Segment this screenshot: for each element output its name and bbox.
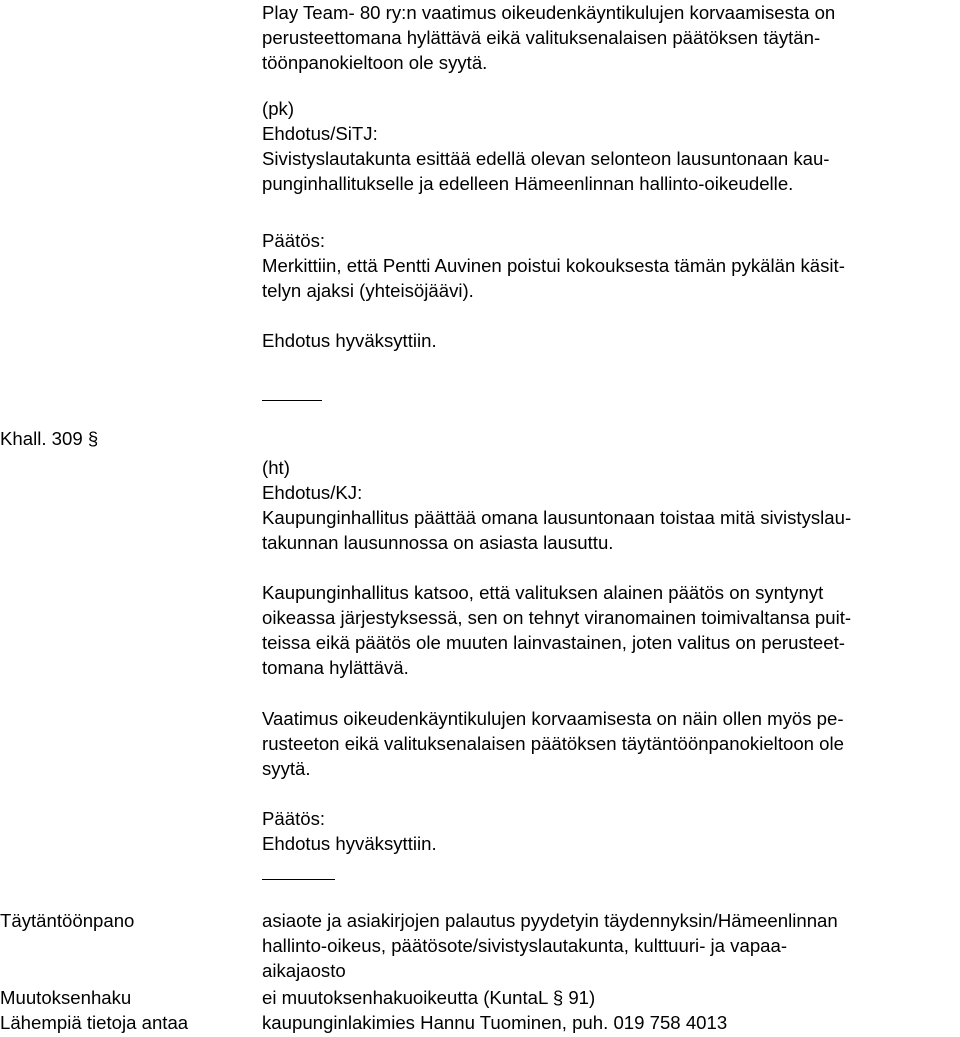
text-line: asiaote ja asiakirjojen palautus pyydetyin täydennyksin/Hämeenlinnan [262, 910, 838, 931]
approved-text: Ehdotus hyväksyttiin. [262, 330, 437, 351]
paragraph [262, 706, 844, 781]
decision-label: Päätös: [262, 230, 326, 251]
appeal-suffix: 91) [568, 987, 596, 1008]
proposal-label: Ehdotus/KJ: [262, 482, 363, 503]
initials: (pk) [262, 98, 295, 119]
enforcement-label: Täytäntöönpano [0, 910, 135, 931]
kj-proposal [262, 455, 851, 555]
enforcement-value [262, 908, 838, 983]
text-line: Merkittiin, että Pentti Auvinen poistui kokouksesta tämän pykälän käsit- [262, 255, 845, 276]
approved-text: Ehdotus hyväksyttiin. [262, 833, 437, 854]
section-symbol: § [552, 987, 564, 1008]
text-line: Kaupunginhallitus katsoo, että valituksen alainen päätös on syntynyt [262, 582, 824, 603]
info-value: kaupunginlakimies Hannu Tuominen, puh. 019 758 4013 [262, 1012, 728, 1033]
divider [262, 879, 335, 880]
text-line: perusteettomana hylättävä eikä valituksenalaisen päätöksen täytän- [262, 27, 821, 48]
appeal-value [262, 985, 595, 1010]
section-heading [0, 426, 98, 451]
text-line: Sivistyslautakunta esittää edellä olevan selonteon lausuntonaan kau- [262, 148, 830, 169]
text-line: teissa eikä päätös ole muuten lainvastainen, joten valitus on perusteet- [262, 632, 845, 653]
text-line: Vaatimus oikeudenkäyntikulujen korvaamisesta on näin ollen myös pe- [262, 708, 844, 729]
sitj-proposal [262, 96, 830, 196]
text-line: telyn ajaksi (yhteisöjäävi). [262, 280, 474, 301]
paragraph [262, 580, 851, 680]
info-label: Lähempiä tietoja antaa [0, 1012, 189, 1033]
proposal-label: Ehdotus/SiTJ: [262, 123, 378, 144]
decision-block [262, 228, 845, 303]
text-line: rusteeton eikä valituksenalaisen päätöksen täytäntöönpanokieltoon ole [262, 733, 844, 754]
text-line: syytä. [262, 758, 311, 779]
initials: (ht) [262, 457, 290, 478]
divider [262, 400, 322, 401]
decision-block [262, 806, 437, 856]
text-line: tomana hylättävä. [262, 657, 409, 678]
text-line: Play Team- 80 ry:n vaatimus oikeudenkäyntikulujen korvaamisesta on [262, 2, 836, 23]
text-line: aikajaosto [262, 960, 346, 981]
appeal-text: ei muutoksenhakuoikeutta (KuntaL [262, 987, 548, 1008]
text-line: hallinto-oikeus, päätösote/sivistyslautakunta, kulttuuri- ja vapaa- [262, 935, 788, 956]
text-line: Kaupunginhallitus päättää omana lausuntonaan toistaa mitä sivistyslau- [262, 507, 852, 528]
text-line: oikeassa järjestyksessä, sen on tehnyt viranomainen toimivaltansa puit- [262, 607, 852, 628]
decision-label: Päätös: [262, 808, 326, 829]
appeal-label: Muutoksenhaku [0, 987, 132, 1008]
section-symbol: § [87, 428, 99, 449]
text-line: punginhallitukselle ja edelleen Hämeenlinnan hallinto-oikeudelle. [262, 173, 794, 194]
text-line: töönpanokieltoon ole syytä. [262, 52, 488, 73]
text-line: takunnan lausunnossa on asiasta lausuttu. [262, 532, 614, 553]
section-label: Khall. 309 [0, 428, 83, 449]
opening-paragraph [262, 0, 835, 75]
